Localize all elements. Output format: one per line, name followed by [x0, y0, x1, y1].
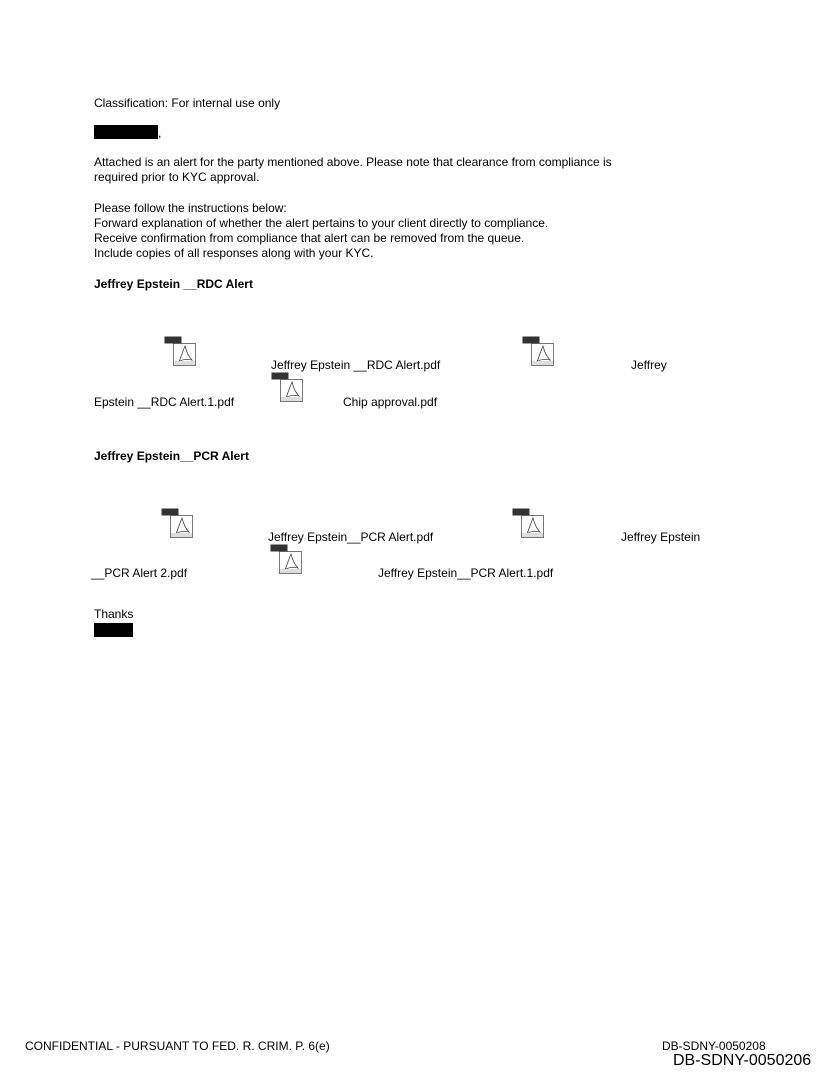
attachment-rdc-alert-1-part1[interactable]: Jeffrey: [631, 358, 667, 372]
rdc-section-heading: Jeffrey Epstein __RDC Alert: [94, 277, 253, 291]
pdf-icon[interactable]: [164, 336, 198, 366]
intro-line-2: required prior to KYC approval.: [94, 170, 260, 184]
pdf-icon[interactable]: [512, 508, 546, 538]
instructions-line-1: Please follow the instructions below:: [94, 201, 287, 215]
instructions-line-3: Receive confirmation from compliance that alert can be removed from the queue.: [94, 231, 525, 245]
footer-confidential: CONFIDENTIAL - PURSUANT TO FED. R. CRIM. P. 6(e): [25, 1039, 330, 1053]
attachment-rdc-alert-pdf[interactable]: Jeffrey Epstein __RDC Alert.pdf: [271, 358, 441, 372]
footer-bates-1: DB-SDNY-0050208: [662, 1039, 766, 1053]
attachment-pcr-alert-1[interactable]: Jeffrey Epstein__PCR Alert.1.pdf: [378, 566, 554, 580]
intro-line-1: Attached is an alert for the party mentioned above. Please note that clearance from compliance is: [94, 155, 612, 169]
attachment-chip-approval[interactable]: Chip approval.pdf: [343, 395, 438, 409]
pdf-icon[interactable]: [161, 508, 195, 538]
closing-thanks: Thanks: [94, 607, 134, 621]
pdf-icon[interactable]: [271, 372, 305, 402]
redacted-sender: [94, 623, 133, 637]
attachment-rdc-alert-1-part2[interactable]: Epstein __RDC Alert.1.pdf: [94, 395, 235, 409]
instructions-line-4: Include copies of all responses along with your KYC.: [94, 246, 374, 260]
pcr-section-heading: Jeffrey Epstein__PCR Alert: [94, 449, 249, 463]
attachment-pcr-alert-2-part1[interactable]: Jeffrey Epstein: [621, 530, 701, 544]
attachment-pcr-alert-pdf[interactable]: Jeffrey Epstein__PCR Alert.pdf: [268, 530, 434, 544]
footer-bates-2: DB-SDNY-0050206: [673, 1052, 812, 1069]
salutation-comma: ,: [158, 126, 162, 140]
pdf-icon[interactable]: [270, 544, 304, 574]
instructions-line-2: Forward explanation of whether the alert pertains to your client directly to compliance.: [94, 216, 549, 230]
pdf-icon[interactable]: [522, 336, 556, 366]
redacted-recipient: [94, 125, 158, 139]
attachment-pcr-alert-2-part2[interactable]: __PCR Alert 2.pdf: [91, 566, 188, 580]
classification-line: Classification: For internal use only: [94, 96, 281, 110]
